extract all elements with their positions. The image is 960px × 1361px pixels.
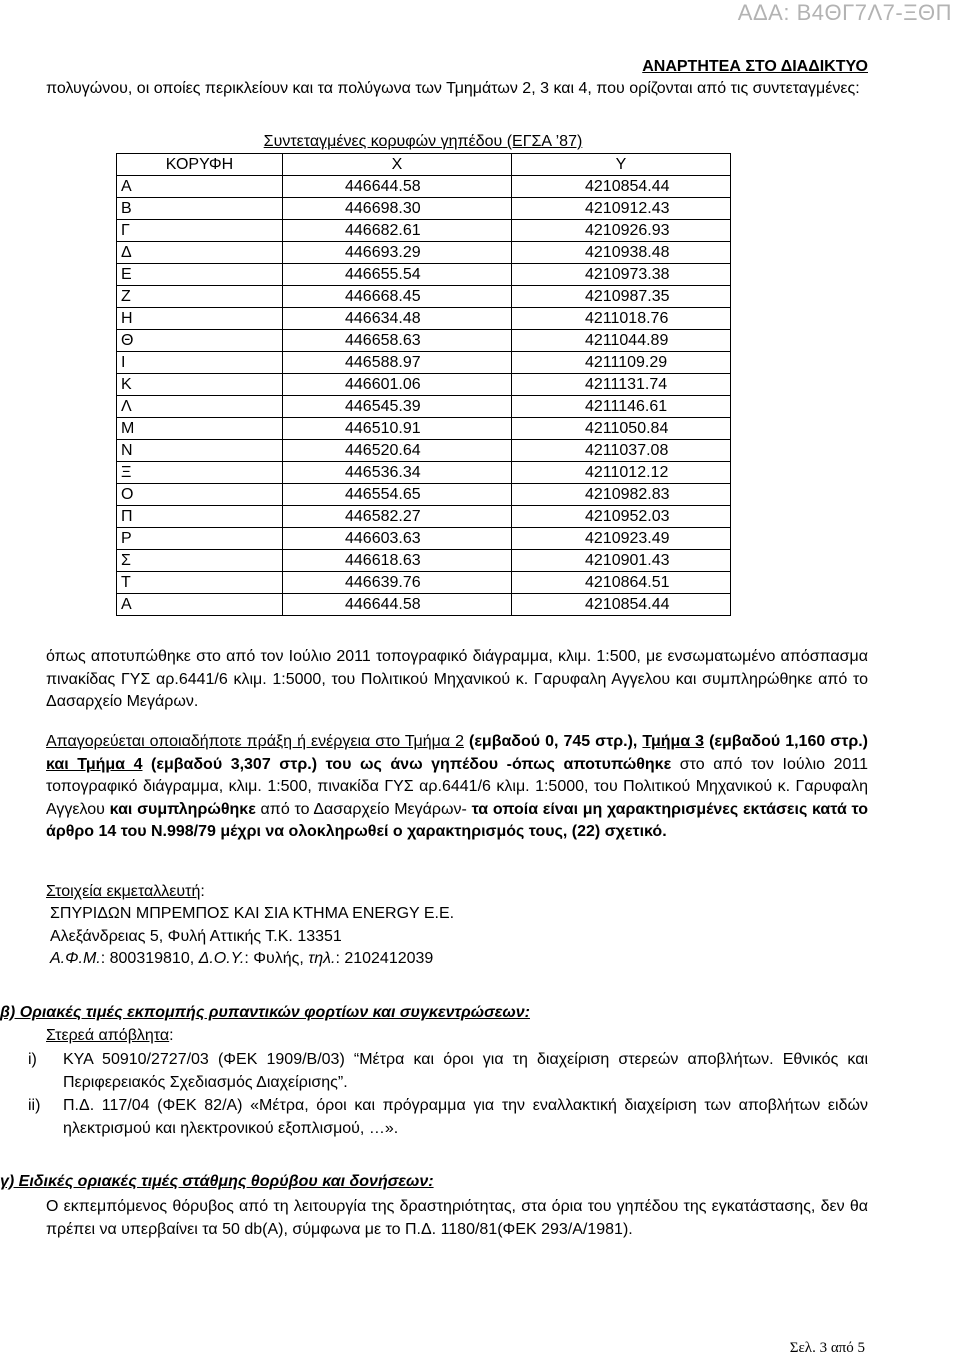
x-cell: 446644.58	[283, 176, 512, 198]
x-cell: 446668.45	[283, 286, 512, 308]
x-cell: 446682.61	[283, 220, 512, 242]
survey-paragraph: όπως αποτυπώθηκε στο από τον Ιούλιο 2011 τοπογραφικό διάγραμμα, κλιμ. 1:500, με ενσωματωμένο απόσπασμα πινακίδας ΓΥΣ αρ.6441/6 κλιμ. 1:5000, του Πολιτικού Μηχανικού κ. Γαρυφαλη Αγγελου και συμπληρώθηκε από το Δασαρχείο Μεγάρων.	[46, 648, 868, 710]
y-cell: 4210926.93	[512, 220, 731, 242]
legal-note: τα οποία είναι μη χαρακτηρισμένες εκτάσεις κατά το άρθρο 14 του Ν.998/79 μέχρι να ολοκληρωθεί ο χαρακτηρισμός τους, (22) σχετικό.	[46, 800, 869, 840]
list-item-text: Π.Δ. 117/04 (ΦΕΚ 82/Α) «Μέτρα, όροι και πρόγραμμα για την εναλλακτική διαχείριση των αποβλήτων ειδών ηλεκτρισμού και ηλεκτρονικού εξοπλισμού, …».	[63, 1097, 868, 1137]
list-item-number: ii)	[28, 1097, 41, 1114]
y-cell: 4211131.74	[512, 374, 731, 396]
tel-value: : 2102412039	[335, 950, 434, 967]
x-cell: 446510.91	[283, 418, 512, 440]
vertex-cell: Ε	[117, 264, 283, 286]
y-cell: 4210973.38	[512, 264, 731, 286]
section-b-title: β) Οριακές τιμές εκπομπής ρυπαντικών φορτίων και συγκεντρώσεων:	[0, 1004, 530, 1021]
y-cell: 4211018.76	[512, 308, 731, 330]
x-cell: 446655.54	[283, 264, 512, 286]
table-row	[117, 396, 731, 418]
page-number: Σελ. 3 από 5	[789, 1340, 865, 1356]
vertex-cell: Π	[117, 506, 283, 528]
table-row	[117, 506, 731, 528]
operator-details	[50, 903, 454, 971]
prohibition-lead: Απαγορεύεται οποιαδήποτε πράξη ή ενέργεια στο Τμήμα 2	[46, 733, 464, 750]
solid-waste-label: Στερεά απόβλητα	[46, 1027, 170, 1044]
table-row	[117, 484, 731, 506]
y-cell: 4210982.83	[512, 484, 731, 506]
y-cell: 4210912.43	[512, 198, 731, 220]
section-3-label: Τμήμα 3	[642, 733, 705, 750]
area-3: (εμβαδού 1,160 στρ.)	[704, 733, 869, 750]
area-2: (εμβαδού 0, 745 στρ.),	[463, 733, 643, 750]
table-row	[117, 286, 731, 308]
forestry-ref: από το Δασαρχείο Μεγάρων-	[255, 800, 472, 818]
x-cell: 446536.34	[283, 462, 512, 484]
x-cell: 446588.97	[283, 352, 512, 374]
x-cell: 446634.48	[283, 308, 512, 330]
coordinates-title: Συντεταγμένες κορυφών γηπέδου (ΕΓΣΑ ’87)	[263, 133, 583, 150]
table-row	[117, 550, 731, 572]
table-row	[117, 198, 731, 220]
x-cell: 446603.63	[283, 528, 512, 550]
prohibition-paragraph	[46, 731, 868, 844]
vertex-cell: Λ	[117, 396, 283, 418]
table-row	[117, 418, 731, 440]
survey-ref: στο από τον Ιούλιο 2011 τοπογραφικό διάγραμμα, κλιμ. 1:500, πινακίδα ΓΥΣ αρ.6441/6 κλιμ. 1:5000, του Πολιτικού Μηχανικού κ. Γαρυφαλη Αγγελου	[46, 755, 869, 818]
y-cell: 4211012.12	[512, 462, 731, 484]
completed-word: και συμπληρώθηκε	[109, 800, 256, 818]
operator-label: Στοιχεία εκμεταλλευτή	[46, 883, 201, 900]
x-cell: 446582.27	[283, 506, 512, 528]
header-y: Y	[512, 154, 731, 176]
coordinates-table	[116, 153, 731, 616]
table-row	[117, 572, 731, 594]
list-item-number: i)	[28, 1051, 37, 1068]
vertex-cell: Α	[117, 176, 283, 198]
operator-ids	[50, 948, 454, 971]
operator-heading	[46, 881, 205, 904]
table-row	[117, 242, 731, 264]
doy-value: : Φυλής,	[244, 950, 309, 967]
table-row	[117, 594, 731, 616]
y-cell: 4210952.03	[512, 506, 731, 528]
table-row	[117, 176, 731, 198]
table-row	[117, 440, 731, 462]
vertex-cell: Ρ	[117, 528, 283, 550]
vertex-cell: Η	[117, 308, 283, 330]
x-cell: 446698.30	[283, 198, 512, 220]
vertex-cell: Α	[117, 594, 283, 616]
vertex-cell: Ζ	[117, 286, 283, 308]
afm-label: Α.Φ.Μ.	[50, 950, 101, 967]
operator-name: ΣΠΥΡΙΔΩΝ ΜΠΡΕΜΠΟΣ ΚΑΙ ΣΙΑ ΚΤΗΜΑ ENERGY Ε.Ε.	[50, 905, 455, 922]
y-cell: 4210987.35	[512, 286, 731, 308]
vertex-cell: Σ	[117, 550, 283, 572]
section-c-title: γ) Ειδικές οριακές τιμές στάθμης θορύβου και δονήσεων:	[0, 1173, 434, 1190]
x-cell: 446693.29	[283, 242, 512, 264]
y-cell: 4211044.89	[512, 330, 731, 352]
table-row	[117, 352, 731, 374]
table-row	[117, 462, 731, 484]
solid-waste-colon: :	[169, 1027, 174, 1044]
solid-waste-heading	[46, 1027, 174, 1045]
mapped-word: αποτυπώθηκε	[563, 755, 672, 773]
y-cell: 4210864.51	[512, 572, 731, 594]
vertex-cell: Κ	[117, 374, 283, 396]
afm-value: : 800319810,	[100, 950, 199, 967]
vertex-cell: Ν	[117, 440, 283, 462]
y-cell: 4210854.44	[512, 176, 731, 198]
y-cell: 4211146.61	[512, 396, 731, 418]
vertex-cell: Θ	[117, 330, 283, 352]
posted-online-label: ΑΝΑΡΤΗΤΕΑ ΣΤΟ ΔΙΑΔΙΚΤΥΟ	[642, 58, 868, 75]
x-cell: 446545.39	[283, 396, 512, 418]
y-cell: 4211050.84	[512, 418, 731, 440]
vertex-cell: Δ	[117, 242, 283, 264]
operator-colon: :	[200, 883, 205, 900]
section-4-label: και Τμήμα 4	[46, 755, 143, 773]
x-cell: 446601.06	[283, 374, 512, 396]
operator-address: Αλεξάνδρειας 5, Φυλή Αττικής Τ.Κ. 13351	[50, 927, 342, 945]
y-cell: 4210854.44	[512, 594, 731, 616]
x-cell: 446554.65	[283, 484, 512, 506]
table-row	[117, 308, 731, 330]
tel-label: τηλ.	[308, 950, 336, 967]
x-cell: 446658.63	[283, 330, 512, 352]
vertex-cell: Μ	[117, 418, 283, 440]
y-cell: 4210938.48	[512, 242, 731, 264]
y-cell: 4211109.29	[512, 352, 731, 374]
noise-paragraph: Ο εκπεμπόμενος θόρυβος από τη λειτουργία της δραστηριότητας, στα όρια του γηπέδου της εγκατάστασης, δεν θα πρέπει να υπερβαίνει τα 50 db(A), σύμφωνα με το Π.Δ. 1180/81(ΦΕΚ 293/Α/1981).	[46, 1198, 868, 1238]
table-header-row	[117, 154, 731, 176]
coordinates-block	[116, 131, 730, 616]
area-4: (εμβαδού 3,307 στρ.) του ως άνω γηπέδου -όπως	[142, 755, 564, 773]
x-cell: 446520.64	[283, 440, 512, 462]
y-cell: 4211037.08	[512, 440, 731, 462]
x-cell: 446618.63	[283, 550, 512, 572]
header-vertex: ΚΟΡΥΦΗ	[117, 154, 283, 176]
list-item-text: ΚΥΑ 50910/2727/03 (ΦΕΚ 1909/Β/03) “Μέτρα και όροι για τη διαχείριση στερεών αποβλήτων. Εθνικός και Περιφερειακός Σχεδιασμός Διαχείρισης”.	[63, 1051, 868, 1091]
ada-code: ΑΔΑ: Β4ΘΓ7Λ7-ΞΘΠ	[737, 0, 952, 25]
table-row	[117, 220, 731, 242]
vertex-cell: Τ	[117, 572, 283, 594]
y-cell: 4210923.49	[512, 528, 731, 550]
intro-paragraph: πολυγώνου, οι οποίες περικλείουν και τα πολύγωνα των Τμημάτων 2, 3 και 4, που ορίζονται από τις συντεταγμένες:	[46, 80, 860, 97]
table-row	[117, 264, 731, 286]
vertex-cell: Ο	[117, 484, 283, 506]
vertex-cell: Β	[117, 198, 283, 220]
vertex-cell: Ι	[117, 352, 283, 374]
table-row	[117, 528, 731, 550]
x-cell: 446639.76	[283, 572, 512, 594]
x-cell: 446644.58	[283, 594, 512, 616]
table-row	[117, 330, 731, 352]
vertex-cell: Ξ	[117, 462, 283, 484]
y-cell: 4210901.43	[512, 550, 731, 572]
table-row	[117, 374, 731, 396]
doy-label: Δ.Ο.Υ.	[198, 950, 245, 967]
vertex-cell: Γ	[117, 220, 283, 242]
header-x: X	[283, 154, 512, 176]
